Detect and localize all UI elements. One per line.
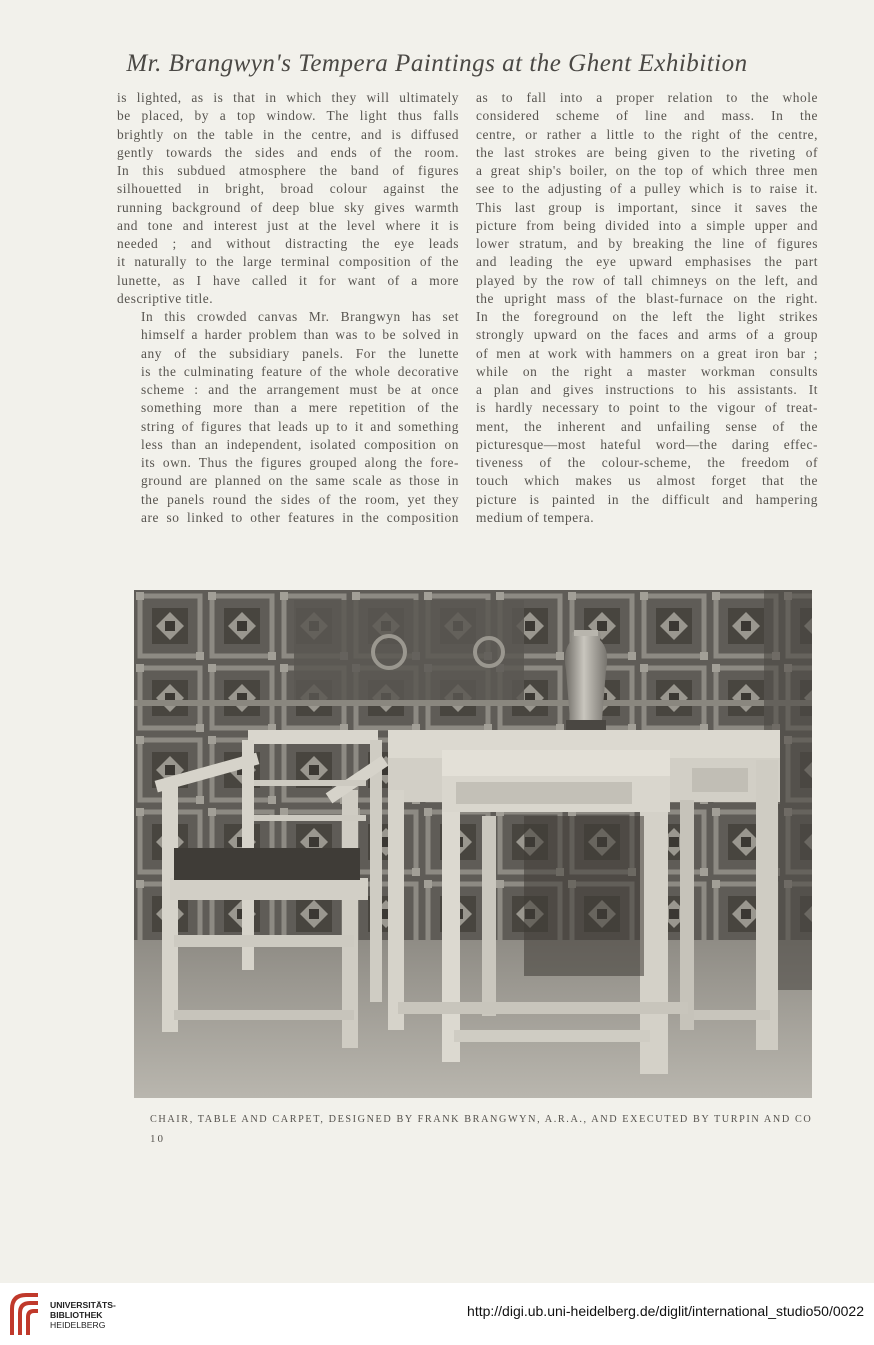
text-line: descriptive title. — [117, 290, 214, 306]
text-line: tiveness of the colour-scheme, the freedom of — [476, 455, 818, 470]
text-line: picture from being divided into a simple upper and — [476, 217, 818, 233]
text-line: In this crowded canvas Mr. Brangwyn has set — [141, 309, 459, 324]
text-line: This last group is important, since it saves the — [476, 199, 818, 215]
text-line: lower stratum, and by breaking the line of figures — [476, 236, 818, 251]
text-line: centre, or rather a little to the right of the centre, — [476, 126, 818, 142]
text-line: and tone and interest just at the level where it is — [117, 217, 459, 233]
text-line: while on the right a master workman consults — [476, 363, 818, 379]
text-line: the panels round the sides of the room, yet they — [141, 491, 459, 507]
text-line: ground are planned on the same scale as those in — [141, 473, 459, 489]
photo-illustration — [134, 590, 812, 1098]
text-line: is hardly necessary to point to the vigour of treat- — [476, 400, 818, 416]
library-name-line-3: HEIDELBERG — [50, 1320, 106, 1330]
text-line: are so linked to other features in the composition — [141, 509, 459, 525]
text-line: is the culminating feature of the whole decorative — [141, 363, 459, 379]
text-line: and leading the eye upward emphasises the part — [476, 254, 818, 270]
text-line: In the foreground on the left the light strikes — [476, 309, 818, 324]
text-line: is lighted, as is that in which they will ultimately — [117, 90, 459, 105]
text-line: touch which makes us almost forget that the — [476, 473, 818, 489]
text-line: the upright mass of the blast-furnace on the right. — [476, 290, 818, 306]
viewer-footer — [0, 1283, 874, 1345]
text-line: any of the subsidiary panels. For the lunette — [141, 345, 459, 361]
source-url-link[interactable]: http://digi.ub.uni-heidelberg.de/diglit/international_studio50/0022 — [467, 1303, 864, 1319]
text-line: considered scheme of line and mass. In the — [476, 108, 818, 124]
library-name — [50, 1300, 116, 1330]
text-line: see to the adjusting of a pulley which is to raise it. — [476, 181, 818, 197]
university-library-logo-icon — [8, 1291, 42, 1337]
text-line: scheme : and the arrangement must be at once — [141, 382, 459, 397]
text-line: its own. Thus the figures grouped along the fore- — [141, 455, 459, 470]
text-line: less than an independent, isolated composition on — [141, 436, 459, 452]
running-head: Mr. Brangwyn's Tempera Paintings at the Ghent Exhibition — [126, 50, 748, 77]
text-line: of men at work with hammers on a great iron bar ; — [476, 345, 818, 361]
library-name-line-1: UNIVERSITÄTS- — [50, 1300, 116, 1310]
page-number: 10 — [150, 1133, 165, 1145]
figure-caption: CHAIR, TABLE AND CARPET, DESIGNED BY FRANK BRANGWYN, A.R.A., AND EXECUTED BY TURPIN AND CO — [150, 1114, 813, 1125]
right-column — [476, 89, 818, 527]
left-paragraph-2 — [117, 308, 459, 527]
text-line: himself a harder problem than was to be solved in — [141, 327, 459, 343]
text-line: a plan and gives instructions to his assistants. It — [476, 382, 818, 397]
text-line: silhouetted in bright, broad colour against the — [117, 181, 459, 197]
left-column — [117, 89, 459, 527]
text-line: picturesque—most hateful word—the daring effec- — [476, 436, 818, 452]
text-line: something more than a mere repetition of the — [141, 400, 459, 416]
text-line: ment, the inherent and unfailing sense of the — [476, 418, 818, 434]
right-paragraph-1 — [476, 89, 818, 527]
text-line: be placed, by a top window. The light thus falls — [117, 108, 459, 124]
text-line: played by the row of tall chimneys on the left, and — [476, 272, 818, 288]
text-line: strongly upward on the faces and arms of a group — [476, 327, 818, 343]
text-line: it naturally to the large terminal composition of the — [117, 254, 459, 270]
furniture-photograph — [134, 590, 812, 1098]
text-line: needed ; and without distracting the eye leads — [117, 236, 459, 251]
text-line: a great ship's boiler, on the top of which three men — [476, 163, 818, 178]
text-line: In this subdued atmosphere the band of figures — [117, 163, 459, 178]
library-name-line-2: BIBLIOTHEK — [50, 1310, 103, 1320]
text-line: as to fall into a proper relation to the whole — [476, 90, 818, 105]
text-line: gently towards the sides and ends of the room. — [117, 144, 459, 160]
text-line: lunette, as I have called it for want of a more — [117, 272, 459, 288]
text-line: medium of tempera. — [476, 509, 595, 525]
text-line: running background of deep blue sky gives warmth — [117, 199, 459, 215]
text-line: the last strokes are being given to the riveting of — [476, 144, 818, 160]
text-line: picture is painted in the difficult and hampering — [476, 491, 818, 507]
text-line: string of figures that leads up to it and something — [141, 418, 459, 434]
text-line: brightly on the table in the centre, and is diffused — [117, 126, 459, 142]
left-paragraph-1 — [117, 89, 459, 308]
